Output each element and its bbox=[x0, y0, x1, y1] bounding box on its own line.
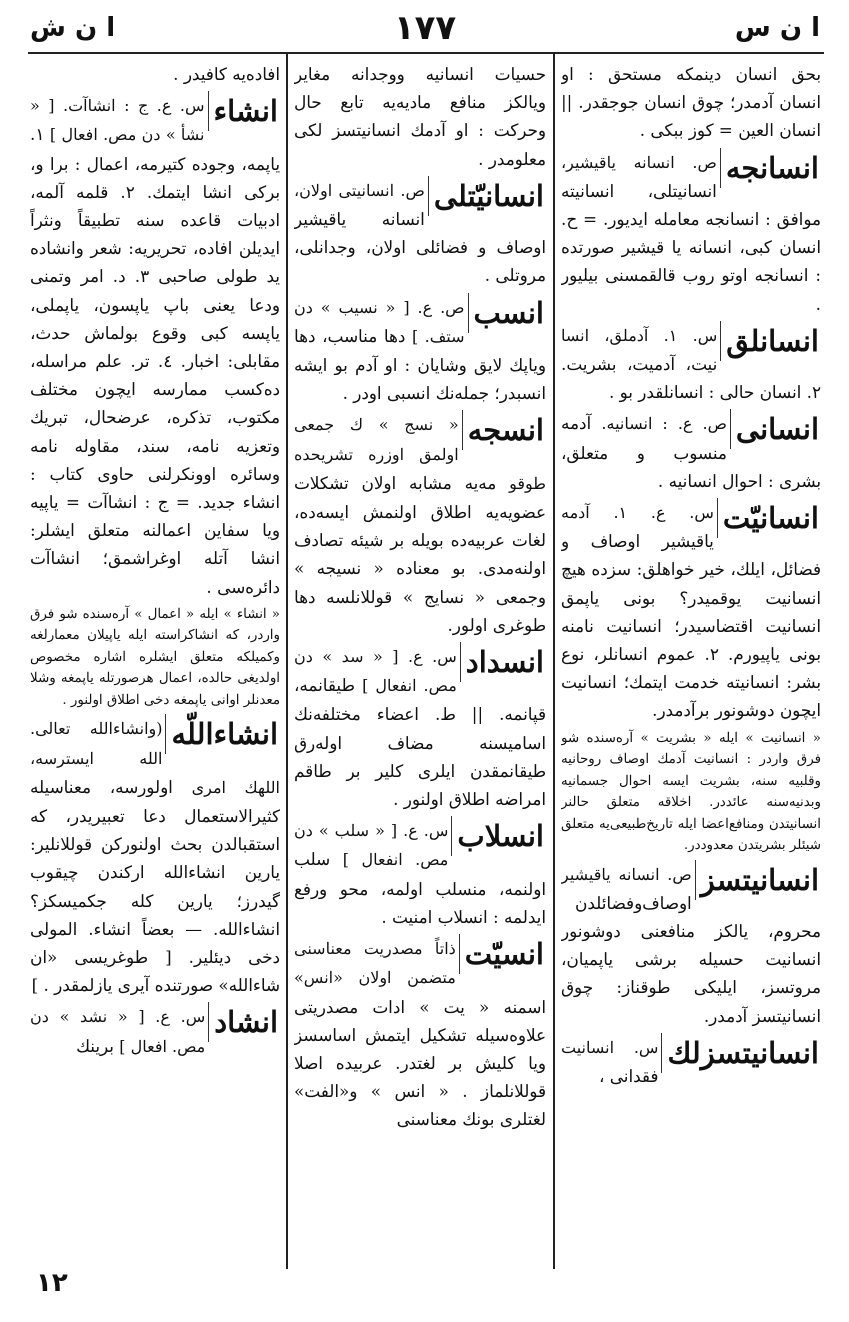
entry-headword: انسانیتسزلك bbox=[661, 1033, 821, 1073]
entry-headword: انسانیّتلی bbox=[428, 176, 546, 216]
entry-grammar: س. انسانیت bbox=[561, 1037, 659, 1057]
dictionary-entry bbox=[30, 91, 280, 601]
dictionary-entry bbox=[30, 60, 280, 88]
dictionary-entry bbox=[561, 148, 821, 318]
dictionary-entry bbox=[561, 60, 821, 145]
page-header bbox=[30, 6, 820, 50]
dictionary-entry bbox=[30, 604, 280, 712]
dictionary-entry bbox=[294, 410, 546, 639]
entry-definition: یاقیشیر اوصاف و فضائل، ایلك، خیر خواهلق: سزده هیچ انسانیت یوقمیدر؟ بونی یاپمق انسانیت اقتضاسیدر؛ انسانیت نامنه بونی یاپیورم. ٢. عموم انسانلر، نوع بشر: انسانیته خدمت ایتمك؛ انسانیت ایچون دوشونور برآدمدر. bbox=[561, 531, 821, 721]
entry-definition: ١. یاپمه، وجوده كتیرمه، اعمال : برا و، بركی انشا ایتمك. ٢. قلمه آلمه، ادبیات قاعده سنه تطبیقاً ونثراً ایدیلن افاده، تحریریه: شعر وانشاده ید طولی صاحبی ٣. د. امر وتمنی ودعا یعنی باپ یاپسون، یاپملی، یاپسه كبی وقوع بولماش حدث، مقابلی: اخبار. ٤. تر. علم مراسله، دەكسب ممارسه ایچون مختلف مكتوب، تذكره، عرضحال، تبریك وتعزیه نامه، سند، مقاوله نامه وسائره اوو‌نكرلنی حاوی كتاب : انشاء جدید. = ج : انشاآت = یاپیه ویا سفاین اعمالنه متعلق ایشلر: انشا آتله اوغراشمق؛ انشاآت دائره‌سی . bbox=[30, 124, 280, 597]
entry-definition: مه‌یه مشابه اولان تشكلات عضویه‌یه اطلاق اولنمش ایسه‌ده، لغات عربیه‌ده بویله بر شیئه تصادف اولنه‌مدی. بو معناده « نسیجه » وجمعی « نسایج » قوللانلسه دها طوغری اولور. bbox=[294, 472, 546, 635]
dictionary-entry bbox=[561, 860, 821, 1030]
entry-headword: انشاء bbox=[208, 91, 280, 131]
dictionary-entry bbox=[561, 498, 821, 725]
dictionary-entry bbox=[294, 816, 546, 931]
entry-headword: انسداد bbox=[460, 642, 546, 682]
dictionary-entry bbox=[561, 321, 821, 407]
entry-grammar: « نسج » ك جمعی اولمق اوزره تشریحده طوقو‌ bbox=[294, 415, 546, 493]
header-left-letters: ا ن ش bbox=[30, 13, 116, 43]
entry-grammar: س. ع. [ « سلب » دن مص. انفعال ] bbox=[294, 821, 449, 870]
entry-headword: انسانی bbox=[730, 409, 821, 449]
entry-grammar: ص. انسانه یاقیشیر، bbox=[561, 152, 717, 172]
dictionary-entry bbox=[561, 1033, 821, 1090]
entry-definition: طیقانمه، قپانمه. || ط. اعضاء مختلفه‌نك اساميسنه مضاف او‌لەرق طیقانمقدن ایلری كلیر بر طاقم امراضه اطلاق اولنور . bbox=[294, 675, 546, 810]
column-middle bbox=[294, 60, 546, 1265]
entry-headword: انشاد bbox=[208, 1002, 280, 1042]
dictionary-entry bbox=[30, 1002, 280, 1060]
entry-definition: انسانیتلی، انسانیته موافق : انسانجه معامله ایدیور. = ح. انسان كبی، انسانه یا قیشیر صورتده : انسانجه اوتو روب قالقمسنی بیلیور . bbox=[561, 180, 821, 314]
dictionary-entry bbox=[294, 60, 546, 173]
entry-headword: انسانجه bbox=[720, 148, 821, 188]
entry-grammar: س. ع. ١. آدمه bbox=[561, 503, 714, 523]
dictionary-entry bbox=[294, 934, 546, 1133]
entry-definition: اوصاف‌وفضائلدن محروم، یالكز منافعنی دوشو‌نور انسانیت حسیله برشی یاپمیان، مروتسز، ایلیكی طوقناز: چوق انسانیتسز آدمدر. bbox=[561, 892, 821, 1026]
entry-usage-note: « انسانیت » ایله « بشریت » آره‌سنده شو فرق واردر : انسانیت آدمك اوصاف روحانیه وقلبیه سنه، بشریت ایسه احوال جسمانیه وبدنیه‌سنه عائددر. اخلاقه متعلق حالنر انسانیتدن ومنافع‌اعضا ایله تاریخ‌طبیعی‌یه متعلق شیئلر بشریتدن معدوددر. bbox=[561, 730, 821, 854]
column-divider-right bbox=[553, 54, 555, 1269]
entry-headword: انسانیّت bbox=[717, 498, 821, 538]
dictionary-entry bbox=[30, 714, 280, 999]
dictionary-entry bbox=[294, 293, 546, 408]
entry-grammar: ص. ع. [ « نسیب » دن ستف. ] bbox=[294, 297, 465, 346]
entry-definition: نیت، آدمیت، بشریت. ٢. انسان حالی : انسانلقدر بو . bbox=[561, 354, 821, 403]
entry-grammar: ص. انسانه یاقیشیر bbox=[561, 864, 692, 884]
entry-headword: انسب bbox=[468, 293, 546, 333]
dictionary-entry bbox=[561, 728, 821, 857]
entry-definition: برینك bbox=[76, 1035, 114, 1056]
entry-headword: انسجه bbox=[462, 410, 546, 450]
header-right-letters: ا ن س bbox=[734, 13, 820, 43]
entry-definition: افاده‌یه كافیدر . bbox=[173, 64, 280, 84]
entry-headword: انسلاب bbox=[451, 816, 546, 856]
entry-headword: انشاءاللّه bbox=[165, 714, 280, 754]
entry-headword: انسیّت bbox=[459, 934, 546, 974]
entry-definition: انسانه یاقیشیر اوصاف و فضائلی اولان، وجدانلی، مروتلی . bbox=[294, 209, 546, 286]
dictionary-entry bbox=[294, 176, 546, 290]
entry-grammar: ص. ع. : انسانیه. bbox=[601, 414, 727, 434]
column-divider-left bbox=[286, 54, 288, 1269]
entry-grammar: س. ع. [ « نشد » دن مص. افعال ] bbox=[30, 1007, 206, 1056]
entry-grammar: ص. انسانیتی اولان، bbox=[294, 180, 425, 200]
entry-definition: سلب اولنمه، منسلب اولمه، محو ورفع ایدلمه : انسلاب امنیت . bbox=[294, 849, 546, 927]
entry-definition: اولورسه، معناسیله كثیرالاستعمال دعا تعبیریدر، كه استقبالدن بحث اولنورکن قوللانلیر: یارین انشاءالله اركندن چیقوب گیدرز؛ یارین كله جكمیسكز؟ انشاءالله. — بعضاً انشاء. المولی دخی دیئلیر. [ طوغریسی «ان شاءالله» صورتنده آیری یازلمقدر . ] bbox=[30, 776, 280, 996]
entry-definition: حسیات انسانیه ووجدانه مغایر ویالكز منافع مادیه‌یه تابع حال وحركت : او آدمك انسانیتسز‌ لكی معلومدر . bbox=[294, 64, 546, 169]
entry-usage-note: « انشاء » ایله « اعمال » آره‌سنده شو فرق واردر، كه انشاكراسته ایله یاپیلان معمارلغه وكمیلكه متعلق ایشلره اشاره مخصوص اولدیغی حالده، اعمال هرصورتله یاپمغه وشلا معدنلر اوانی یاپمغه دخی اطلاق اولنور . bbox=[30, 606, 280, 708]
page-number: ١٧٧ bbox=[393, 8, 457, 48]
entry-definition: اسمنه « یت » ادات مصدریتی علاوه‌سیله تشكیل ایتمش اساسسز ویا كلیش بر لغتدر. عربیده اصلا قوللانلماز . « انس » و«الفت» لغتلری بونك معناسنی bbox=[294, 996, 546, 1130]
entry-definition: بحق انسان دینمكه مستحق : او انسان آدمدر؛ چوق انسان جوجقدر. || انسان العین = كوز ببكی . bbox=[561, 64, 821, 141]
dictionary-entry bbox=[561, 409, 821, 495]
entry-grammar: س. ع. [ « سد » دن مص. انفعال ] bbox=[294, 647, 457, 696]
entry-grammar: س. ع. ج : انشاآت. [ « نشأ » دن مص. افعال ] bbox=[30, 96, 205, 145]
entry-headword: انسانلق bbox=[720, 321, 821, 361]
entry-definition: آدمه منسوب و متعلق، بشری : احوال انسانیه . bbox=[561, 413, 821, 491]
signature-mark: ١٢ bbox=[36, 1268, 68, 1298]
column-left bbox=[30, 60, 280, 1265]
entry-grammar: ذاتاً مصدریت معناسنی متضمن اولان «انس» bbox=[294, 939, 456, 988]
dictionary-entry bbox=[294, 642, 546, 813]
entry-definition: دها مناسب، دها ویاپك لایق وشایان : او آدم بو ایشه انسبدر؛ جمله‌نك انسبی اودر . bbox=[294, 325, 546, 404]
header-rule bbox=[28, 52, 824, 54]
entry-grammar: س. ١. آدملق، انسا bbox=[561, 325, 718, 345]
entry-grammar: (وانشاءالله تعالی. الله ایسترسه، اللهك امری bbox=[30, 719, 280, 797]
entry-definition: فقدانی ، bbox=[599, 1066, 659, 1087]
entry-headword: انسانیتسز bbox=[695, 860, 821, 900]
column-right bbox=[561, 60, 821, 1265]
